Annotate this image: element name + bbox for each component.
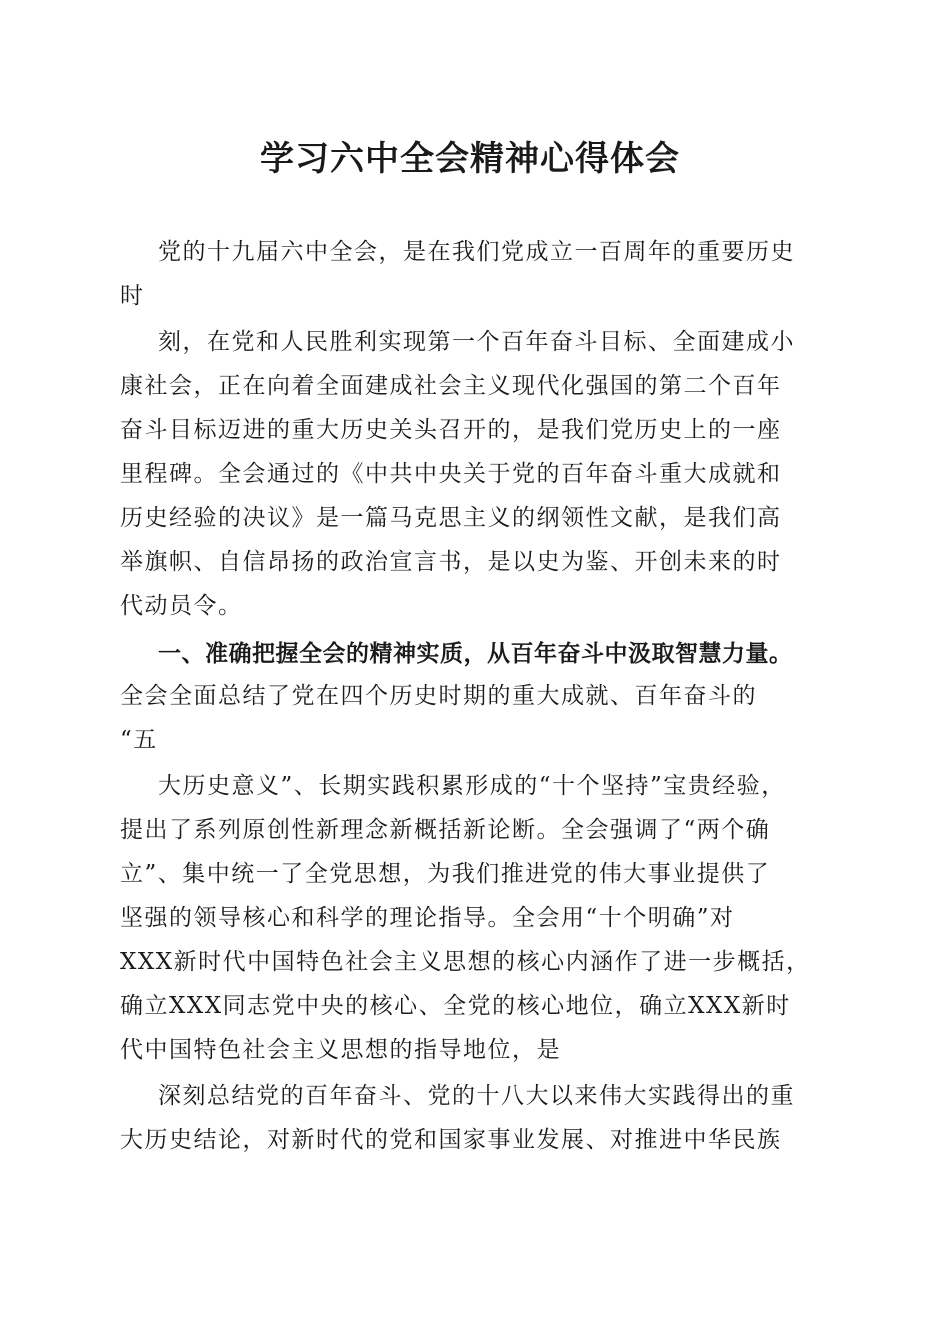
body-line: 历史经验的决议》是一篇马克思主义的纲领性文献，是我们高 <box>120 505 782 531</box>
body-line: 坚强的领导核心和科学的理论指导。全会用“十个明确”对 <box>120 905 735 931</box>
body-line: 立”、集中统一了全党思想，为我们推进党的伟大事业提供了 <box>120 861 771 887</box>
body-line: 里程碑。全会通过的《中共中央关于党的百年奋斗重大成就和 <box>120 461 782 487</box>
body-line: “五 <box>120 727 158 753</box>
document-title: 学习六中全会精神心得体会 <box>260 139 680 179</box>
body-line: 代动员令。 <box>120 593 243 619</box>
body-line: XXX新时代中国特色社会主义思想的核心内涵作了进一步概括， <box>120 949 811 975</box>
section-heading: 一、准确把握全会的精神实质，从百年奋斗中汲取智慧力量。 <box>158 640 793 667</box>
body-line: 时 <box>120 283 145 309</box>
body-line: 确立XXX同志党中央的核心、全党的核心地位，确立XXX新时 <box>120 993 791 1019</box>
body-line: 全会全面总结了党在四个历史时期的重大成就、百年奋斗的 <box>120 683 757 709</box>
body-line: 奋斗目标迈进的重大历史关头召开的，是我们党历史上的一座 <box>120 417 782 443</box>
body-line: 大历史意义”、长期实践积累形成的“十个坚持”宝贵经验， <box>158 773 786 799</box>
body-line: 代中国特色社会主义思想的指导地位，是 <box>120 1037 561 1063</box>
body-line: 党的十九届六中全会，是在我们党成立一百周年的重要历史 <box>158 239 795 265</box>
body-line: 深刻总结党的百年奋斗、党的十八大以来伟大实践得出的重 <box>158 1083 795 1109</box>
body-line: 提出了系列原创性新理念新概括新论断。全会强调了“两个确 <box>120 817 771 843</box>
body-line: 康社会，正在向着全面建成社会主义现代化强国的第二个百年 <box>120 373 782 399</box>
body-line: 举旗帜、自信昂扬的政治宣言书，是以史为鉴、开创未来的时 <box>120 549 782 575</box>
body-line: 大历史结论，对新时代的党和国家事业发展、对推进中华民族 <box>120 1127 782 1153</box>
body-line: 刻，在党和人民胜利实现第一个百年奋斗目标、全面建成小 <box>158 329 795 355</box>
